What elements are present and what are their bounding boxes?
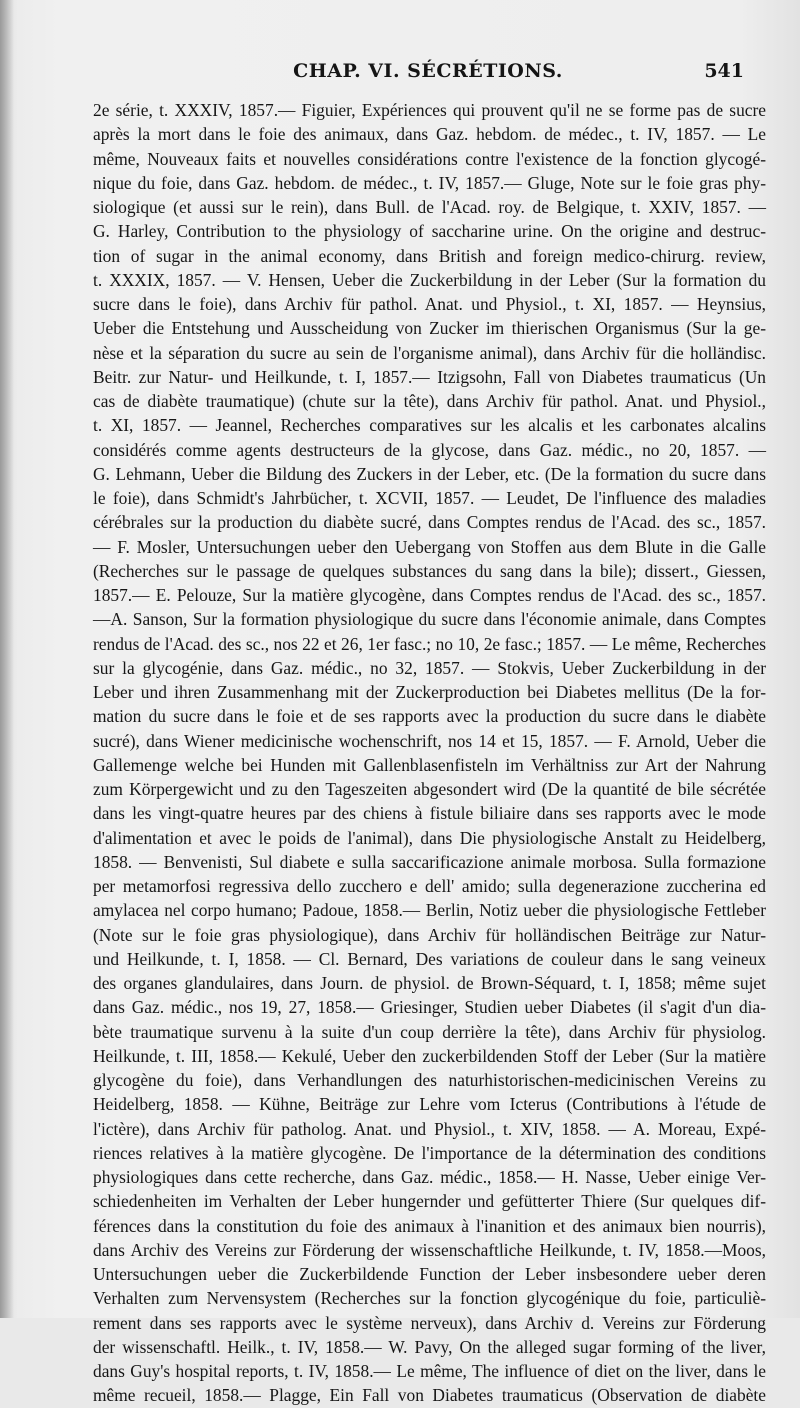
text-line: nèse et la séparation du sucre au sein de l'organisme animal), dans Archiv für die holländisc. [93, 342, 766, 363]
text-line: Untersuchungen ueber die Zuckerbildende Function der Leber insbesondere ueber deren [93, 1264, 766, 1284]
text-line: considérés comme agents destructeurs de la glycose, dans Gaz. médic., no 20, 1857. — [93, 439, 766, 460]
text-line: même, Nouveaux faits et nouvelles considérations contre l'existence de la fonction glycogé- [93, 148, 766, 169]
text-line: rement dans ses rapports avec le système nerveux), dans Archiv d. Vereins zur Förderung [93, 1312, 766, 1333]
text-line: dans Guy's hospital reports, t. IV, 1858.— Le même, The influence of diet on the liver, dans le [93, 1361, 766, 1381]
text-line: —A. Sanson, Sur la formation physiologique du sucre dans l'économie animale, dans Comptes [93, 609, 766, 630]
text-line: (Note sur le foie gras physiologique), dans Archiv für holländischen Beiträge zur Natur- [93, 924, 766, 945]
text-line: même recueil, 1858.— Plagge, Ein Fall von Diabetes traumaticus (Observation de diabète [93, 1385, 766, 1406]
text-line: cérébrales sur la production du diabète sucré, dans Comptes rendus de l'Acad. des sc., 1857. [93, 512, 766, 533]
text-line: sucre dans le foie), dans Archiv für pathol. Anat. und Physiol., t. XI, 1857. — Heynsius, [93, 294, 766, 314]
text-line: physiologiques dans cette recherche, dans Gaz. médic., 1858.— H. Nasse, Ueber einige Ver- [93, 1167, 766, 1187]
text-line: rendus de l'Acad. des sc., nos 22 et 26, 1er fasc.; no 10, 2e fasc.; 1857. — Le même, Recherches [93, 633, 766, 654]
text-line: t. XXXIX, 1857. — V. Hensen, Ueber die Zuckerbildung in der Leber (Sur la formation du [93, 269, 766, 290]
page-gutter-shadow [0, 0, 14, 1318]
text-line: der wissenschaftl. Heilk., t. IV, 1858.— W. Pavy, On the alleged sugar forming of the liver, [93, 1336, 766, 1357]
bibliography-text [93, 98, 766, 1408]
text-line: sucré), dans Wiener medicinische wochenschrift, nos 14 et 15, 1857. — F. Arnold, Ueber die [93, 730, 766, 751]
text-line: Heidelberg, 1858. — Kühne, Beiträge zur Lehre vom Icterus (Contributions à l'étude de [93, 1094, 766, 1115]
running-header [92, 60, 744, 90]
text-line: dans Gaz. médic., nos 19, 27, 1858.— Griesinger, Studien ueber Diabetes (il s'agit d'un dia- [93, 997, 766, 1018]
text-line: (Recherches sur le passage de quelques substances du sang dans la bile); dissert., Giessen, [93, 560, 766, 581]
text-line: après la mort dans le foie des animaux, dans Gaz. hebdom. de médec., t. IV, 1857. — Le [93, 124, 766, 145]
text-line: riences relatives à la matière glycogène. De l'importance de la détermination des conditions [93, 1142, 766, 1163]
text-line: 2e série, t. XXXIV, 1857.— Figuier, Expériences qui prouvent qu'il ne se forme pas de sucre [93, 100, 766, 120]
text-line: 1857.— E. Pelouze, Sur la matière glycogène, dans Comptes rendus de l'Acad. des sc., 1857. [93, 585, 766, 605]
text-line: des organes glandulaires, dans Journ. de physiol. de Brown-Séquard, t. I, 1858; même sujet [93, 973, 766, 993]
text-line: amylacea nel corpo humano; Padoue, 1858.— Berlin, Notiz ueber die physiologische Fettleber [93, 900, 766, 921]
text-line: Leber und ihren Zusammenhang mit der Zuckerproduction bei Diabetes mellitus (De la for- [93, 682, 766, 702]
text-line: dans les vingt-quatre heures par des chiens à fistule biliaire dans ses rapports avec le mode [93, 803, 766, 824]
text-line: l'ictère), dans Archiv für patholog. Anat. und Physiol., t. XIV, 1858. — A. Moreau, Expé- [93, 1118, 766, 1139]
text-line: le foie), dans Schmidt's Jahrbücher, t. XCVII, 1857. — Leudet, De l'influence des maladies [93, 488, 766, 508]
text-line: nique du foie, dans Gaz. hebdom. de médec., t. IV, 1857.— Gluge, Note sur le foie gras phy- [93, 172, 766, 193]
text-line: férences dans la constitution du foie des animaux à l'inanition et des animaux bien nourris), [93, 1215, 766, 1236]
text-line: G. Harley, Contribution to the physiology of saccharine urine. On the origine and destruc- [93, 221, 766, 242]
text-line: tion of sugar in the animal economy, dans British and foreign medico-chirurg. review, [93, 245, 766, 266]
text-line: Heilkunde, t. III, 1858.— Kekulé, Ueber den zuckerbildenden Stoff der Leber (Sur la matière [93, 1045, 766, 1066]
text-line: dans Archiv des Vereins zur Förderung der wissenschaftliche Heilkunde, t. IV, 1858.—Moos, [93, 1239, 766, 1260]
text-line: glycogène du foie), dans Verhandlungen des naturhistorischen-medicinischen Vereins zu [93, 1070, 766, 1090]
text-line: Gallemenge welche bei Hunden mit Gallenblasenfisteln im Verhältniss zur Art der Nahrung [93, 754, 766, 775]
text-line: — F. Mosler, Untersuchungen ueber den Uebergang von Stoffen aus dem Blute in die Galle [93, 536, 766, 557]
text-line: G. Lehmann, Ueber die Bildung des Zuckers in der Leber, etc. (De la formation du sucre dans [93, 463, 766, 484]
chapter-title: CHAP. VI. SÉCRÉTIONS. [293, 60, 563, 82]
text-line: Beitr. zur Natur- und Heilkunde, t. I, 1857.— Itzigsohn, Fall von Diabetes traumaticus (Un [93, 366, 766, 387]
text-line: 1858. — Benvenisti, Sul diabete e sulla saccarificazione animale morbosa. Sulla formazione [93, 851, 766, 872]
text-line: siologique (et aussi sur le rein), dans Bull. de l'Acad. roy. de Belgique, t. XXIV, 1857. — [93, 197, 766, 217]
text-line: Verhalten zum Nervensystem (Recherches sur la fonction glycogénique du foie, particuliè- [93, 1288, 766, 1309]
page-number: 541 [704, 60, 744, 82]
text-line: Ueber die Entstehung und Ausscheidung von Zucker im thierischen Organismus (Sur la ge- [93, 318, 766, 339]
text-line: mation du sucre dans le foie et de ses rapports avec la production du sucre dans le diabète [93, 706, 766, 727]
text-line: cas de diabète traumatique) (chute sur la tête), dans Archiv für pathol. Anat. und Physiol., [93, 391, 766, 411]
text-line: sur la glycogénie, dans Gaz. médic., no 32, 1857. — Stokvis, Ueber Zuckerbildung in der [93, 657, 766, 678]
text-line: per metamorfosi regressiva dello zucchero e dell' amido; sulla degenerazione zuccherina ed [93, 876, 766, 896]
text-line: zum Körpergewicht und zu den Tageszeiten abgesondert wird (De la quantité de bile sécrétée [93, 779, 766, 799]
text-line: und Heilkunde, t. I, 1858. — Cl. Bernard, Des variations de couleur dans le sang veineux [93, 948, 766, 969]
text-line: d'alimentation et avec le poids de l'animal), dans Die physiologische Anstalt zu Heidelberg, [93, 827, 766, 848]
text-line: t. XI, 1857. — Jeannel, Recherches comparatives sur les alcalis et les carbonates alcalins [93, 415, 766, 436]
text-line: bète traumatique survenu à la suite d'un coup derrière la tête), dans Archiv für physiolog. [93, 1021, 766, 1042]
text-line: schiedenheiten im Verhalten der Leber hungernder und gefütterter Thiere (Sur quelques dif- [93, 1191, 766, 1212]
